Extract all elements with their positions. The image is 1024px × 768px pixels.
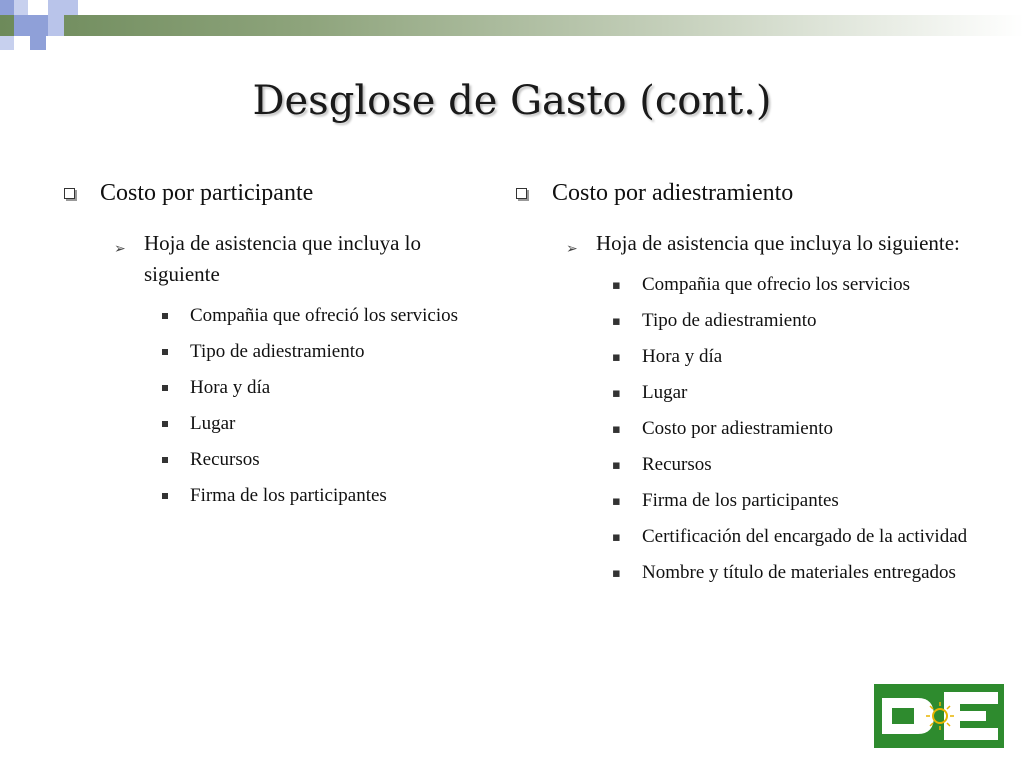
square-bullet-icon: ▪: [612, 386, 621, 401]
left-column: [62, 178, 482, 518]
list-item-text: Tipo de adiestramiento: [642, 310, 817, 331]
right-heading: Costo por adiestramiento: [552, 180, 794, 206]
square-bullet-icon: ▪: [612, 422, 621, 437]
list-item: [154, 338, 482, 365]
list-item-text: Compañia que ofreció los servicios: [190, 305, 459, 326]
square-bullet-icon: ▪: [612, 350, 621, 365]
square-bullet-icon: ▪: [612, 278, 621, 293]
list-item-text: Recursos: [642, 454, 712, 475]
list-item: [606, 487, 984, 514]
list-item-text: Nombre y título de materiales entregados: [642, 562, 956, 583]
list-item: [154, 410, 482, 437]
left-heading-item: [62, 178, 482, 208]
list-item-text: Recursos: [190, 449, 260, 470]
list-item-text: Compañia que ofrecio los servicios: [642, 274, 911, 295]
list-item: [606, 415, 984, 442]
square-bullet-icon: ▪: [612, 530, 621, 545]
left-items-list: [154, 302, 482, 509]
list-item: [154, 374, 482, 401]
decor-square: [0, 0, 14, 15]
square-bullet-icon: [162, 349, 168, 355]
decor-square: [0, 36, 14, 50]
list-item-text: Tipo de adiestramiento: [190, 341, 365, 362]
right-heading-item: [514, 178, 984, 208]
arrow-bullet-icon: ➢: [114, 241, 126, 257]
hollow-square-bullet-icon: [516, 188, 527, 199]
square-bullet-icon: ▪: [612, 566, 621, 581]
list-item: [606, 451, 984, 478]
header-band: [0, 15, 1024, 36]
list-item-text: Lugar: [642, 382, 688, 403]
list-item-text: Hora y día: [642, 346, 723, 367]
list-item-text: Firma de los participantes: [190, 485, 387, 506]
right-sub-item: [560, 228, 984, 259]
square-bullet-icon: [162, 313, 168, 319]
decor-square: [48, 15, 64, 36]
arrow-bullet-icon: ➢: [566, 241, 578, 257]
left-sub-text: Hoja de asistencia que incluya lo siguiente: [144, 231, 421, 286]
square-bullet-icon: ▪: [612, 494, 621, 509]
list-item-text: Lugar: [190, 413, 236, 434]
decor-square: [48, 0, 78, 15]
left-sub-item: [108, 228, 482, 290]
slide-title: Desglose de Gasto (cont.): [252, 78, 772, 124]
square-bullet-icon: [162, 457, 168, 463]
list-item: [606, 523, 984, 550]
de-logo-icon: [874, 684, 1004, 748]
list-item-text: Certificación del encargado de la actividad: [642, 526, 968, 547]
decor-square: [14, 0, 28, 15]
decor-square: [30, 36, 46, 50]
list-item-text: Firma de los participantes: [642, 490, 839, 511]
list-item-text: Hora y día: [190, 377, 271, 398]
list-item: [606, 343, 984, 370]
right-items-list: [606, 271, 984, 586]
square-bullet-icon: [162, 421, 168, 427]
list-item: [606, 559, 984, 586]
list-item-text: Costo por adiestramiento: [642, 418, 834, 439]
square-bullet-icon: ▪: [612, 314, 621, 329]
list-item: [154, 482, 482, 509]
right-column: [514, 178, 984, 595]
square-bullet-icon: [162, 385, 168, 391]
list-item: [154, 302, 482, 329]
list-item: [606, 271, 984, 298]
list-item: [606, 379, 984, 406]
list-item: [154, 446, 482, 473]
square-bullet-icon: ▪: [612, 458, 621, 473]
list-item: [606, 307, 984, 334]
hollow-square-bullet-icon: [64, 188, 75, 199]
square-bullet-icon: [162, 493, 168, 499]
left-heading: Costo por participante: [100, 180, 314, 206]
decor-square: [14, 15, 48, 36]
right-sub-text: Hoja de asistencia que incluya lo siguiente:: [596, 231, 960, 255]
